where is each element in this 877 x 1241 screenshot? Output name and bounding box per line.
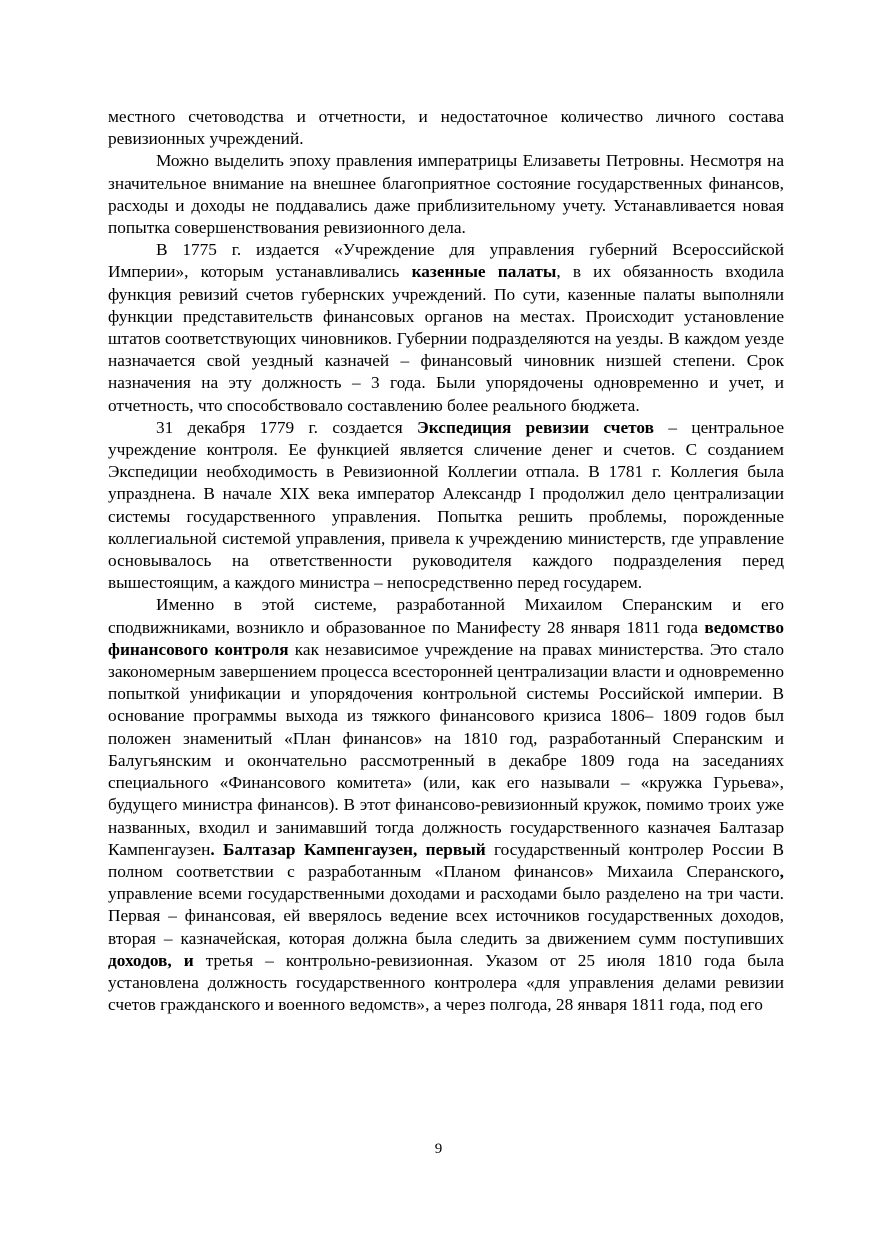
text-run: 31 декабря 1779 г. создается: [156, 417, 418, 437]
text-run: В 1775 г. издается «Учреждение для управления губерний Всероссийской Империи», которым устанавливались: [108, 240, 784, 282]
paragraph: [108, 239, 784, 417]
text-run: государственный контролер России В полном соответствии с разработанным «Планом финансов» Михаила Сперанского: [108, 839, 784, 881]
paragraph: [108, 594, 784, 1016]
page-number: 9: [434, 1141, 443, 1157]
paragraph: [108, 417, 784, 595]
bold-text-run: ,: [779, 861, 784, 881]
text-run: местного счетоводства и отчетности, и недостаточное количество личного состава ревизионных учреждений.: [108, 107, 784, 149]
bold-text-run: Экспедиция ревизии счетов: [417, 417, 654, 437]
bold-text-run: ведомство финансового контроля: [108, 617, 784, 659]
bold-text-run: казенные палаты: [411, 262, 557, 282]
bold-text-run: доходов, и: [108, 950, 194, 970]
text-run: – центральное учреждение контроля. Ее функцией является сличение денег и счетов. С созданием Экспедиции необходимость в Ревизионной Коллегии отпала. В 1781 г. Коллегия была упразднена. В начале XIX века император Александр I продолжил дело централизации системы государственного управления. Попытка решить проблемы, порожденные коллегиальной системой управления, привела к учреждению министерств, где управление основывалось на ответственности руководителя каждого подразделения перед вышестоящим, а каждого министра – непосредственно перед государем.: [108, 417, 784, 593]
document-body: [108, 106, 784, 1016]
text-run: третья – контрольно-ревизионная. Указом от 25 июля 1810 года была установлена должность государственного контролера «для управления делами ревизии счетов гражданского и военного ведомств», а через полгода, 28 января 1811 года, под его: [108, 950, 784, 1015]
text-run: как независимое учреждение на правах министерства. Это стало закономерным завершением процесса всесторонней централизации власти и одновременно попыткой унификации и упорядочения контрольной системы Российской империи. В основание программы выхода из тяжкого финансового кризиса 1806– 1809 годов был положен знаменитый «План финансов» на 1810 год, разработанный Сперанским и Балугьянским и окончательно рассмотренный в декабре 1809 года на заседаниях специального «Финансового комитета» (или, как его называли – «кружка Гурьева», будущего министра финансов). В этот финансово-ревизионный кружок, помимо троих уже названных, входил и занимавший тогда должность государственного казначея Балтазар Кампенгаузен: [108, 639, 784, 859]
text-run: Именно в этой системе, разработанной Михаилом Сперанским и его сподвижниками, возникло и образованное по Манифесту 28 января 1811 года: [108, 595, 784, 637]
text-run: Можно выделить эпоху правления императрицы Елизаветы Петровны. Несмотря на значительное внимание на внешнее благоприятное состояние государственных финансов, расходы и доходы не поддавались даже приблизительному учету. Устанавливается новая попытка совершенствования ревизионного дела.: [108, 151, 784, 238]
paragraph: [108, 150, 784, 239]
paragraph: [108, 106, 784, 150]
text-run: управление всеми государственными доходами и расходами было разделено на три части. Первая – финансовая, ей вверялось ведение всех источников государственных доходов, вторая – казначейская, которая должна была следить за движением сумм поступивших: [108, 884, 784, 948]
text-run: , в их обязанность входила функция ревизий счетов губернских учреждений. По сути, казенные палаты выполняли функции представительств финансовых органов на местах. Происходит установление штатов соответствующих чиновников. Губернии подразделяются на уезды. В каждом уезде назначается свой уездный казначей – финансовый чиновник низшей степени. Срок назначения на эту должность – 3 года. Были упорядочены одновременно и учет, и отчетность, что способствовало составлению более реального бюджета.: [108, 262, 785, 415]
bold-text-run: . Балтазар Кампенгаузен, первый: [210, 839, 486, 859]
